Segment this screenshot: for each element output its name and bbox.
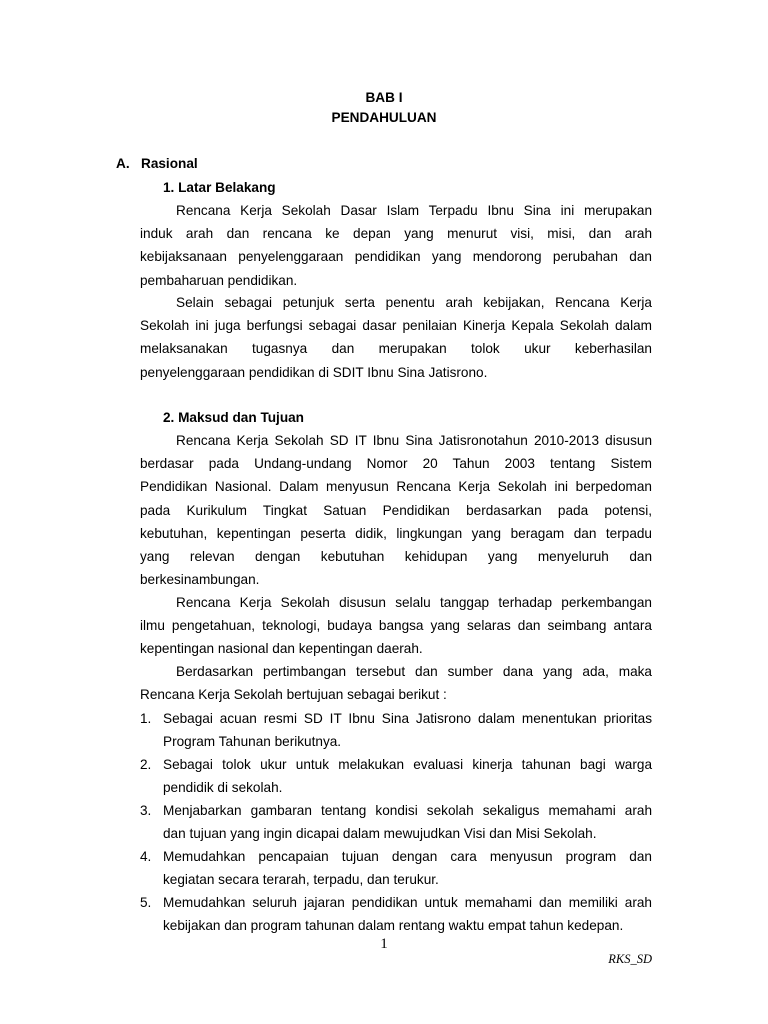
paragraph-line: Berdasarkan pertimbangan tersebut dan sumber dana yang ada, maka <box>176 664 652 679</box>
paragraph-line: kebutuhan, kepentingan peserta didik, lingkungan yang beragam dan terpadu <box>140 525 652 541</box>
list-item <box>163 753 652 799</box>
paragraph-line: berdasar pada Undang-undang Nomor 20 Tahun 2003 tentang Sistem <box>140 456 652 472</box>
paragraph-line: pada Kurikulum Tingkat Satuan Pendidikan berdasarkan pada potensi, <box>140 502 652 518</box>
list-number: 2. <box>140 757 152 772</box>
paragraph-line: Rencana Kerja Sekolah bertujuan sebagai berikut : <box>140 687 447 703</box>
chapter-title: PENDAHULUAN <box>331 110 437 125</box>
section-title: Rasional <box>141 156 198 171</box>
paragraph-line: melaksanakan tugasnya dan merupakan tolok ukur keberhasilan <box>140 341 652 357</box>
list-item <box>163 845 652 891</box>
paragraph <box>140 591 652 661</box>
list-item-line: pendidik di sekolah. <box>163 780 283 796</box>
list-number: 4. <box>140 849 152 864</box>
section-marker: A. <box>116 156 130 171</box>
paragraph <box>140 199 652 292</box>
paragraph-line: Pendidikan Nasional. Dalam menyusun Rencana Kerja Sekolah ini berpedoman <box>140 479 652 495</box>
list-number: 3. <box>140 803 152 818</box>
list-item-line: Menjabarkan gambaran tentang kondisi sekolah sekaligus memahami arah <box>163 803 652 818</box>
paragraph-line: induk arah dan rencana ke depan yang menurut visi, misi, dan arah <box>140 226 652 242</box>
paragraph-line: kepentingan nasional dan kepentingan daerah. <box>140 641 423 657</box>
list-item-line: dan tujuan yang ingin dicapai dalam mewujudkan Visi dan Misi Sekolah. <box>163 826 597 842</box>
list-item-line: Memudahkan pencapaian tujuan dengan cara menyusun program dan <box>163 849 652 864</box>
paragraph-line: ilmu pengetahuan, teknologi, budaya bangsa yang selaras dan seimbang antara <box>140 618 652 634</box>
paragraph <box>140 429 652 591</box>
paragraph-line: Rencana Kerja Sekolah disusun selalu tanggap terhadap perkembangan <box>176 595 652 610</box>
paragraph <box>140 660 652 706</box>
list-number: 5. <box>140 895 152 910</box>
paragraph-line: Rencana Kerja Sekolah Dasar Islam Terpadu Ibnu Sina ini merupakan <box>176 203 652 218</box>
page-number: 1 <box>380 936 388 952</box>
list-item-line: Sebagai tolok ukur untuk melakukan evaluasi kinerja tahunan bagi warga <box>163 757 652 772</box>
paragraph <box>140 291 652 384</box>
paragraph-line: pembaharuan pendidikan. <box>140 272 298 288</box>
list-number: 1. <box>140 711 152 726</box>
list-item <box>163 891 652 937</box>
paragraph-line: penyelenggaraan pendidikan di SDIT Ibnu Sina Jatisrono. <box>140 364 488 380</box>
list-item-line: Memudahkan seluruh jajaran pendidikan untuk memahami dan memiliki arah <box>163 895 652 910</box>
footer-code: RKS_SD <box>608 952 652 966</box>
list-item <box>163 799 652 845</box>
list-item-line: Sebagai acuan resmi SD IT Ibnu Sina Jatisrono dalam menentukan prioritas <box>163 711 652 726</box>
paragraph-line: Rencana Kerja Sekolah SD IT Ibnu Sina Jatisronotahun 2010-2013 disusun <box>176 433 652 448</box>
list-item-line: Program Tahunan berikutnya. <box>163 734 342 750</box>
list-item <box>163 707 652 753</box>
paragraph-line: kebijaksanaan penyelenggaraan pendidikan yang mendorong perubahan dan <box>140 249 652 265</box>
chapter-label: BAB I <box>365 90 403 105</box>
paragraph-line: yang relevan dengan kebutuhan kehidupan yang menyeluruh dan <box>140 548 652 564</box>
subsection-title: 2. Maksud dan Tujuan <box>163 410 304 425</box>
paragraph-line: berkesinambungan. <box>140 572 260 588</box>
paragraph-line: Selain sebagai petunjuk serta penentu arah kebijakan, Rencana Kerja <box>176 295 652 310</box>
subsection-title: 1. Latar Belakang <box>163 180 276 195</box>
list-item-line: kebijakan dan program tahunan dalam rentang waktu empat tahun kedepan. <box>163 918 624 934</box>
list-item-line: kegiatan secara terarah, terpadu, dan terukur. <box>163 872 439 888</box>
paragraph-line: Sekolah ini juga berfungsi sebagai dasar penilaian Kinerja Kepala Sekolah dalam <box>140 318 652 334</box>
